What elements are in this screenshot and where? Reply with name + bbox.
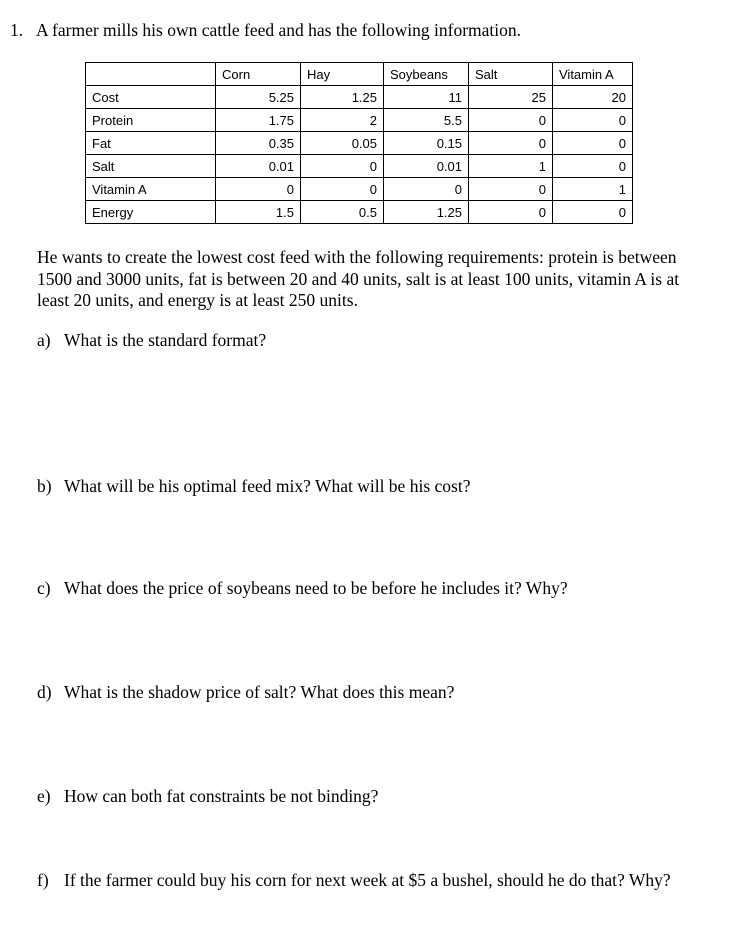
table-row xyxy=(86,86,633,109)
table-cell: 0 xyxy=(469,178,553,201)
table-row xyxy=(86,201,633,224)
table-cell: 1.25 xyxy=(384,201,469,224)
subquestion-c xyxy=(37,578,568,599)
table-row xyxy=(86,178,633,201)
header-cell-vitamin-a: Vitamin A xyxy=(553,63,633,86)
table-cell: 0 xyxy=(469,132,553,155)
subquestion-text: What will be his optimal feed mix? What will be his cost? xyxy=(64,476,471,496)
row-label: Salt xyxy=(86,155,216,178)
header-cell-soybeans: Soybeans xyxy=(384,63,469,86)
table-cell: 1 xyxy=(469,155,553,178)
table-row xyxy=(86,132,633,155)
table-cell: 0 xyxy=(553,155,633,178)
subquestion-e xyxy=(37,786,378,807)
row-label: Fat xyxy=(86,132,216,155)
table-cell: 2 xyxy=(301,109,384,132)
row-label: Vitamin A xyxy=(86,178,216,201)
requirements-paragraph: He wants to create the lowest cost feed with the following requirements: protein is between 1500 and 3000 units, fat is between 20 and 40 units, salt is at least 100 units, vitamin A is at least 20 units, and energy is at least 250 units. xyxy=(37,247,680,310)
table-cell: 1 xyxy=(553,178,633,201)
subquestion-letter: e) xyxy=(37,786,51,806)
table-cell: 0.01 xyxy=(384,155,469,178)
subquestion-f xyxy=(37,870,671,891)
feed-data-table xyxy=(85,62,633,224)
table-cell: 0 xyxy=(553,201,633,224)
table-cell: 5.5 xyxy=(384,109,469,132)
table-cell: 1.75 xyxy=(216,109,301,132)
table-cell: 0 xyxy=(469,201,553,224)
table-cell: 0 xyxy=(469,109,553,132)
table-cell: 11 xyxy=(384,86,469,109)
subquestion-text: What is the shadow price of salt? What does this mean? xyxy=(64,682,455,702)
question-number: 1. xyxy=(10,20,24,40)
table-cell: 0.35 xyxy=(216,132,301,155)
table-header-row xyxy=(86,63,633,86)
table-cell: 0 xyxy=(553,132,633,155)
question-title xyxy=(10,20,521,41)
row-label: Protein xyxy=(86,109,216,132)
subquestion-text: What is the standard format? xyxy=(64,330,267,350)
subquestion-text: How can both fat constraints be not binding? xyxy=(64,786,379,806)
table-row xyxy=(86,109,633,132)
header-cell-hay: Hay xyxy=(301,63,384,86)
table-row xyxy=(86,155,633,178)
table-cell: 0 xyxy=(216,178,301,201)
subquestion-a xyxy=(37,330,266,351)
question-title-text: A farmer mills his own cattle feed and has the following information. xyxy=(36,20,522,40)
table-cell: 0 xyxy=(553,109,633,132)
table-cell: 0.01 xyxy=(216,155,301,178)
header-cell-corn: Corn xyxy=(216,63,301,86)
subquestion-letter: b) xyxy=(37,476,52,496)
subquestion-text: What does the price of soybeans need to be before he includes it? Why? xyxy=(64,578,568,598)
header-cell-salt: Salt xyxy=(469,63,553,86)
subquestion-letter: f) xyxy=(37,870,49,890)
subquestion-letter: c) xyxy=(37,578,51,598)
row-label: Cost xyxy=(86,86,216,109)
table-cell: 0 xyxy=(384,178,469,201)
table-cell: 0 xyxy=(301,178,384,201)
row-label: Energy xyxy=(86,201,216,224)
table-cell: 1.25 xyxy=(301,86,384,109)
table-cell: 20 xyxy=(553,86,633,109)
subquestion-letter: a) xyxy=(37,330,51,350)
table-cell: 0 xyxy=(301,155,384,178)
table-cell: 0.5 xyxy=(301,201,384,224)
header-cell-blank xyxy=(86,63,216,86)
table-cell: 25 xyxy=(469,86,553,109)
table-cell: 1.5 xyxy=(216,201,301,224)
table-cell: 0.15 xyxy=(384,132,469,155)
subquestion-letter: d) xyxy=(37,682,52,702)
subquestion-text: If the farmer could buy his corn for next week at $5 a bushel, should he do that? Why? xyxy=(64,870,671,890)
subquestion-b xyxy=(37,476,470,497)
table-cell: 0.05 xyxy=(301,132,384,155)
table-cell: 5.25 xyxy=(216,86,301,109)
subquestion-d xyxy=(37,682,454,703)
